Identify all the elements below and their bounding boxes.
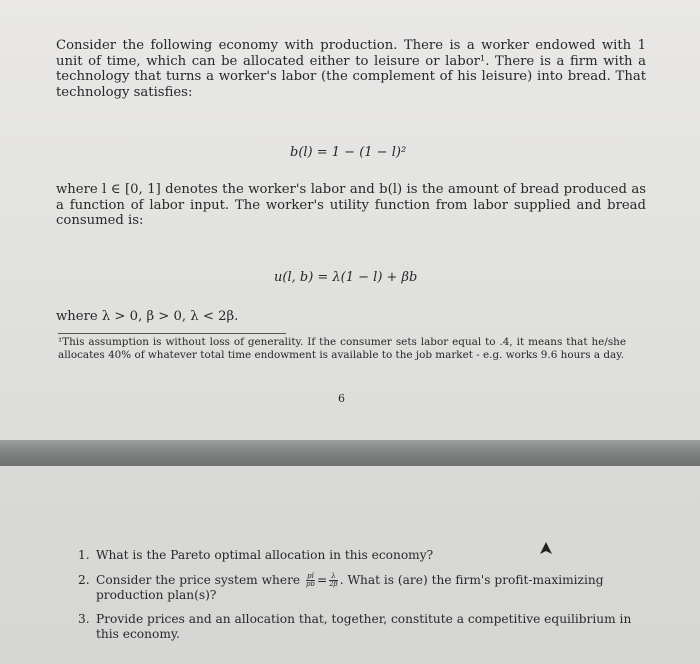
question-number: 1.	[78, 548, 90, 562]
question-text	[96, 573, 638, 603]
fraction-numerator: pl	[307, 571, 314, 580]
parameter-constraints: where λ > 0, β > 0, λ < 2β.	[56, 309, 239, 324]
utility-function-equation: u(l, b) = λ(1 − l) + βb	[274, 270, 418, 285]
question-text: Provide prices and an allocation that, together, constitute a competitive equilibrium in this economy.	[96, 612, 632, 641]
question-list	[78, 548, 638, 651]
fraction-denominator: 2β	[329, 579, 338, 588]
equals-sign: =	[316, 572, 328, 587]
labor-definition-paragraph: where l ∈ [0, 1] denotes the worker's labor and b(l) is the amount of bread produced as a function of labor input. The worker's utility function from labor supplied and bread consumed is:	[56, 182, 646, 228]
page-gap	[0, 440, 700, 466]
fraction-numerator: λ	[329, 573, 338, 581]
question-text-after: . What is (are) the firm's profit-maximizing production plan(s)?	[96, 572, 604, 602]
question-number: 3.	[78, 612, 90, 626]
bread-technology-equation: b(l) = 1 − (1 − l)²	[290, 145, 407, 160]
list-item	[78, 612, 638, 641]
list-item	[78, 548, 638, 563]
price-ratio-fraction	[306, 573, 315, 588]
page-number: 6	[338, 392, 345, 405]
question-text-before: Consider the price system where	[96, 572, 301, 587]
intro-paragraph: Consider the following economy with production. There is a worker endowed with 1 unit of time, which can be allocated either to leisure or labor¹. There is a firm with a technology that turns a worker's labor (the complement of his leisure) into bread. That technology satisfies:	[56, 38, 646, 100]
list-item	[78, 573, 638, 603]
footnote-divider	[58, 333, 286, 334]
fraction-denominator: pb	[306, 579, 315, 588]
question-number: 2.	[78, 572, 90, 587]
lambda-beta-fraction	[329, 573, 338, 588]
question-text: What is the Pareto optimal allocation in this economy?	[96, 548, 434, 562]
footnote: ¹This assumption is without loss of generality. If the consumer sets labor equal to .4, it means that he/she allocates 40% of whatever total time endowment is available to the job market - e.g. works 9.6 hours a day.	[58, 336, 626, 361]
